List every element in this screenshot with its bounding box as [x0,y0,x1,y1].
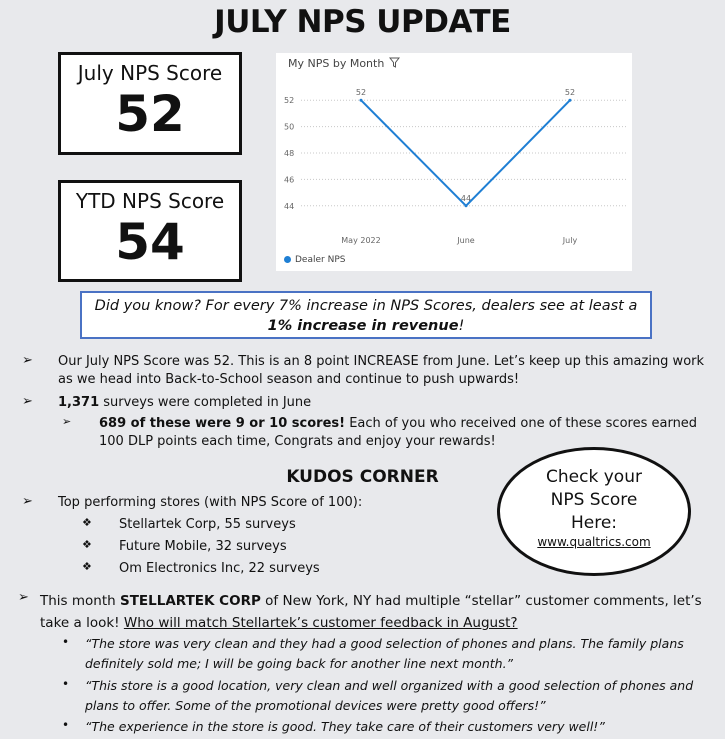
did-you-know-end: ! [458,318,465,334]
dot-bullet-icon: • [62,718,70,732]
data-label: 44 [460,193,472,203]
chart-title: My NPS by Month [288,57,385,70]
high-scores-text: Each of you who received one of these scores earned 100 DLP points each time, Congrats and enjoy your rewards! [99,416,698,449]
callout-line2: NPS Score [550,490,638,510]
stellartek-paragraph [40,590,712,634]
store-item: Stellartek Corp, 55 surveys [119,517,296,532]
quote-item: “The store was very clean and they had a good selection of phones and plans. The family plans definitely sold me; I will be going back for another line next month.” [85,636,684,671]
y-tick-label: 46 [284,175,295,185]
chart-plot [276,53,632,253]
data-point [360,99,363,102]
high-scores-bold: 689 of these were 9 or 10 scores! [99,416,346,431]
chart-legend [284,255,345,265]
legend-dot-icon [284,256,291,263]
did-you-know-bold: 1% increase in revenue [267,318,459,334]
did-you-know-line1: Did you know? For every 7% increase in NPS Scores, dealers see at least a [94,298,638,314]
arrow-bullet-icon: ➢ [22,494,33,509]
diamond-bullet-icon: ❖ [82,516,92,529]
surveys-count: 1,371 [58,395,100,410]
arrow-bullet-icon: ➢ [22,353,33,368]
data-point [569,99,572,102]
data-label: 52 [355,88,367,98]
arrow-bullet-icon: ➢ [62,415,72,428]
july-nps-label: July NPS Score [77,61,223,85]
legend-label: Dealer NPS [295,255,346,265]
nps-chart [276,53,632,271]
july-nps-score-box [58,52,242,155]
ytd-nps-value: 54 [115,213,185,271]
surveys-text: surveys were completed in June [99,395,312,410]
data-point [465,204,468,207]
dot-bullet-icon: • [62,635,70,649]
ytd-nps-label: YTD NPS Score [75,189,225,213]
diamond-bullet-icon: ❖ [82,538,92,551]
callout-line3: Here: [570,513,618,533]
x-tick-label: July [562,236,578,245]
kudos-title: KUDOS CORNER [286,467,439,487]
y-tick-label: 52 [284,96,295,106]
arrow-bullet-icon: ➢ [18,590,29,605]
data-label: 52 [564,88,576,98]
y-tick-label: 48 [284,149,295,158]
x-tick-label: June [457,236,475,245]
x-tick-label: May 2022 [341,236,381,245]
ytd-nps-score-box [58,180,242,282]
stellartek-pre: This month [40,593,120,609]
diamond-bullet-icon: ❖ [82,560,92,573]
page-title: JULY NPS UPDATE [214,4,511,40]
callout-text [500,466,688,535]
stellartek-line2-pre: take a look! [40,615,124,631]
check-nps-callout [497,447,691,576]
quote-item: “This store is a good location, very clean and well organized with a good selection of phones and plans to offer. Some of the promotional devices were pretty good offers!” [85,678,694,713]
stellartek-post: of New York, NY had multiple “stellar” customer comments, let’s [260,593,702,609]
y-tick-label: 50 [284,122,295,132]
dot-bullet-icon: • [62,677,70,691]
bullet-july-score: Our July NPS Score was 52. This is an 8 point INCREASE from June. Let’s keep up this amazing work as we head into Back-to-School season and continue to push upwards! [58,354,705,387]
callout-line1: Check your [546,467,642,487]
quote-item: “The experience in the store is good. They take care of their customers very well!” [85,719,605,734]
stellartek-name: STELLARTEK CORP [120,593,261,609]
y-tick-label: 44 [284,201,295,211]
did-you-know-box [80,291,652,339]
bullet-high-scores [99,415,709,451]
stellartek-question: Who will match Stellartek’s customer feedback in August? [123,615,518,631]
july-nps-value: 52 [115,85,185,143]
bullet-surveys [58,394,698,412]
arrow-bullet-icon: ➢ [22,394,33,409]
kudos-intro: Top performing stores (with NPS Score of 100): [58,495,363,510]
store-item: Future Mobile, 32 surveys [119,539,287,554]
qualtrics-link[interactable]: www.qualtrics.com [537,535,651,549]
store-item: Om Electronics Inc, 22 surveys [119,561,320,576]
